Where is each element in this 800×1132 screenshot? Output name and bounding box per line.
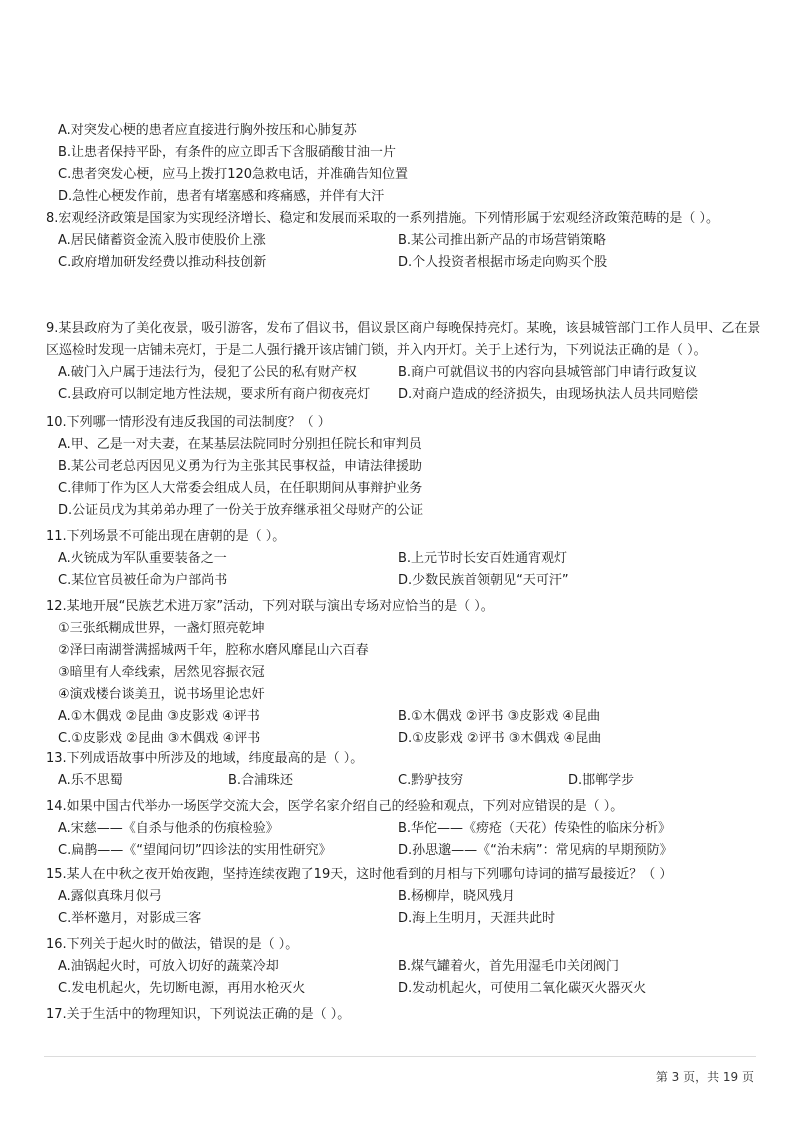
option-15a: A.露似真珠月似弓 [58, 889, 162, 904]
couplet-2: ②泽曰南湖誉满摇城两千年，腔称水磨风靡昆山六百春 [58, 643, 369, 658]
question-11-stem: 11.下列场景不可能出现在唐朝的是（ ）。 [46, 529, 286, 544]
question-13-stem: 13.下列成语故事中所涉及的地域，纬度最高的是（ ）。 [46, 751, 364, 766]
option-13b: B.合浦珠还 [228, 773, 294, 788]
page-number: 第 3 页，共 19 页 [655, 1070, 754, 1084]
question-14-stem: 14.如果中国古代举办一场医学交流大会，医学名家介绍自己的经验和观点，下列对应错误的是（ ）。 [46, 799, 624, 814]
option-8b: B.某公司推出新产品的市场营销策略 [398, 233, 607, 248]
option-13a: A.乐不思蜀 [58, 773, 123, 788]
option-7b: B.让患者保持平卧，有条件的应立即舌下含服硝酸甘油一片 [58, 145, 397, 160]
option-11a: A.火铳成为军队重要装备之一 [58, 551, 227, 566]
option-10c: C.律师丁作为区人大常委会组成人员，在任职期间从事辩护业务 [58, 481, 423, 496]
question-10 [46, 412, 766, 522]
option-16c: C.发电机起火，先切断电源，再用水枪灭火 [58, 981, 306, 996]
question-12-stem: 12.某地开展“民族艺术进万家”活动，下列对联与演出专场对应恰当的是（ ）。 [46, 599, 494, 614]
option-9a: A.破门入户属于违法行为，侵犯了公民的私有财产权 [58, 365, 357, 380]
question-9 [46, 318, 766, 406]
couplet-1: ①三张纸糊成世界，一盏灯照亮乾坤 [58, 621, 265, 636]
option-13c: C.黔驴技穷 [398, 773, 464, 788]
option-12d: D.①皮影戏 ②评书 ③木偶戏 ④昆曲 [398, 731, 602, 746]
couplet-3: ③暗里有人牵线索，居然见容振衣冠 [58, 665, 265, 680]
option-12a: A.①木偶戏 ②昆曲 ③皮影戏 ④评书 [58, 709, 260, 724]
question-12 [46, 596, 766, 750]
option-11b: B.上元节时长安百姓通宵观灯 [398, 551, 568, 566]
question-15 [46, 864, 766, 930]
question-8-stem: 8.宏观经济政策是国家为实现经济增长、稳定和发展而采取的一系列措施。下列情形属于宏观经济政策范畴的是（ ）。 [46, 211, 720, 226]
question-15-stem: 15.某人在中秋之夜开始夜跑，坚持连续夜跑了19天，这时他看到的月相与下列哪句诗词的描写最接近？（ ） [46, 867, 673, 882]
question-8 [46, 208, 766, 274]
option-7c: C.患者突发心梗，应马上拨打120急救电话，并准确告知位置 [58, 167, 409, 182]
couplet-4: ④演戏楼台谈美丑，说书场里论忠奸 [58, 687, 265, 702]
option-16b: B.煤气罐着火，首先用湿毛巾关闭阀门 [398, 959, 620, 974]
question-10-stem: 10.下列哪一情形没有违反我国的司法制度？（ ） [46, 415, 331, 430]
option-7a: A.对突发心梗的患者应直接进行胸外按压和心肺复苏 [58, 123, 357, 138]
option-14c: C.扁鹊——《“望闻问切”四诊法的实用性研究》 [58, 843, 332, 858]
question-14 [46, 796, 766, 862]
option-9d: D.对商户造成的经济损失，由现场执法人员共同赔偿 [398, 387, 699, 402]
question-16 [46, 934, 766, 1000]
option-7d: D.急性心梗发作前，患者有堵塞感和疼痛感，并伴有大汗 [58, 189, 385, 204]
option-15b: B.杨柳岸，晓风残月 [398, 889, 516, 904]
option-8d: D.个人投资者根据市场走向购买个股 [398, 255, 608, 270]
question-13 [46, 748, 766, 792]
option-15c: C.举杯邀月，对影成三客 [58, 911, 202, 926]
question-11 [46, 526, 766, 592]
question-17-stem: 17.关于生活中的物理知识，下列说法正确的是（ ）。 [46, 1007, 351, 1022]
option-13d: D.邯郸学步 [568, 773, 635, 788]
question-17 [46, 1004, 766, 1026]
option-11d: D.少数民族首领朝见“天可汗” [398, 573, 569, 588]
question-7 [46, 120, 766, 208]
option-10b: B.某公司老总丙因见义勇为行为主张其民事权益，申请法律援助 [58, 459, 423, 474]
option-8a: A.居民储蓄资金流入股市使股价上涨 [58, 233, 266, 248]
option-16a: A.油锅起火时，可放入切好的蔬菜冷却 [58, 959, 279, 974]
option-14b: B.华佗——《痨疮（天花）传染性的临床分析》 [398, 821, 672, 836]
question-16-stem: 16.下列关于起火时的做法，错误的是（ ）。 [46, 937, 299, 952]
option-8c: C.政府增加研发经费以推动科技创新 [58, 255, 267, 270]
option-9c: C.县政府可以制定地方性法规，要求所有商户彻夜亮灯 [58, 387, 371, 402]
option-14a: A.宋慈——《自杀与他杀的伤痕检验》 [58, 821, 279, 836]
option-12c: C.①皮影戏 ②昆曲 ③木偶戏 ④评书 [58, 731, 261, 746]
option-15d: D.海上生明月，天涯共此时 [398, 911, 556, 926]
option-11c: C.某位官员被任命为户部尚书 [58, 573, 228, 588]
footer-divider [44, 1056, 756, 1057]
option-14d: D.孙思邈——《“治未病”：常见病的早期预防》 [398, 843, 673, 858]
option-10d: D.公证员戊为其弟弟办理了一份关于放弃继承祖父母财产的公证 [58, 503, 424, 518]
option-10a: A.甲、乙是一对夫妻，在某基层法院同时分别担任院长和审判员 [58, 437, 422, 452]
option-16d: D.发动机起火，可使用二氧化碳灭火器灭火 [398, 981, 647, 996]
option-12b: B.①木偶戏 ②评书 ③皮影戏 ④昆曲 [398, 709, 601, 724]
option-9b: B.商户可就倡议书的内容向县城管部门申请行政复议 [398, 365, 698, 380]
question-9-stem: 9.某县政府为了美化夜景，吸引游客，发布了倡议书，倡议景区商户每晚保持亮灯。某晚，该县城管部门工作人员甲、乙在景区巡检时发现一店铺未亮灯，于是二人强行撬开该店铺门锁，并入内开灯。关于上述行为，下列说法正确的是（ ）。 [46, 321, 761, 358]
